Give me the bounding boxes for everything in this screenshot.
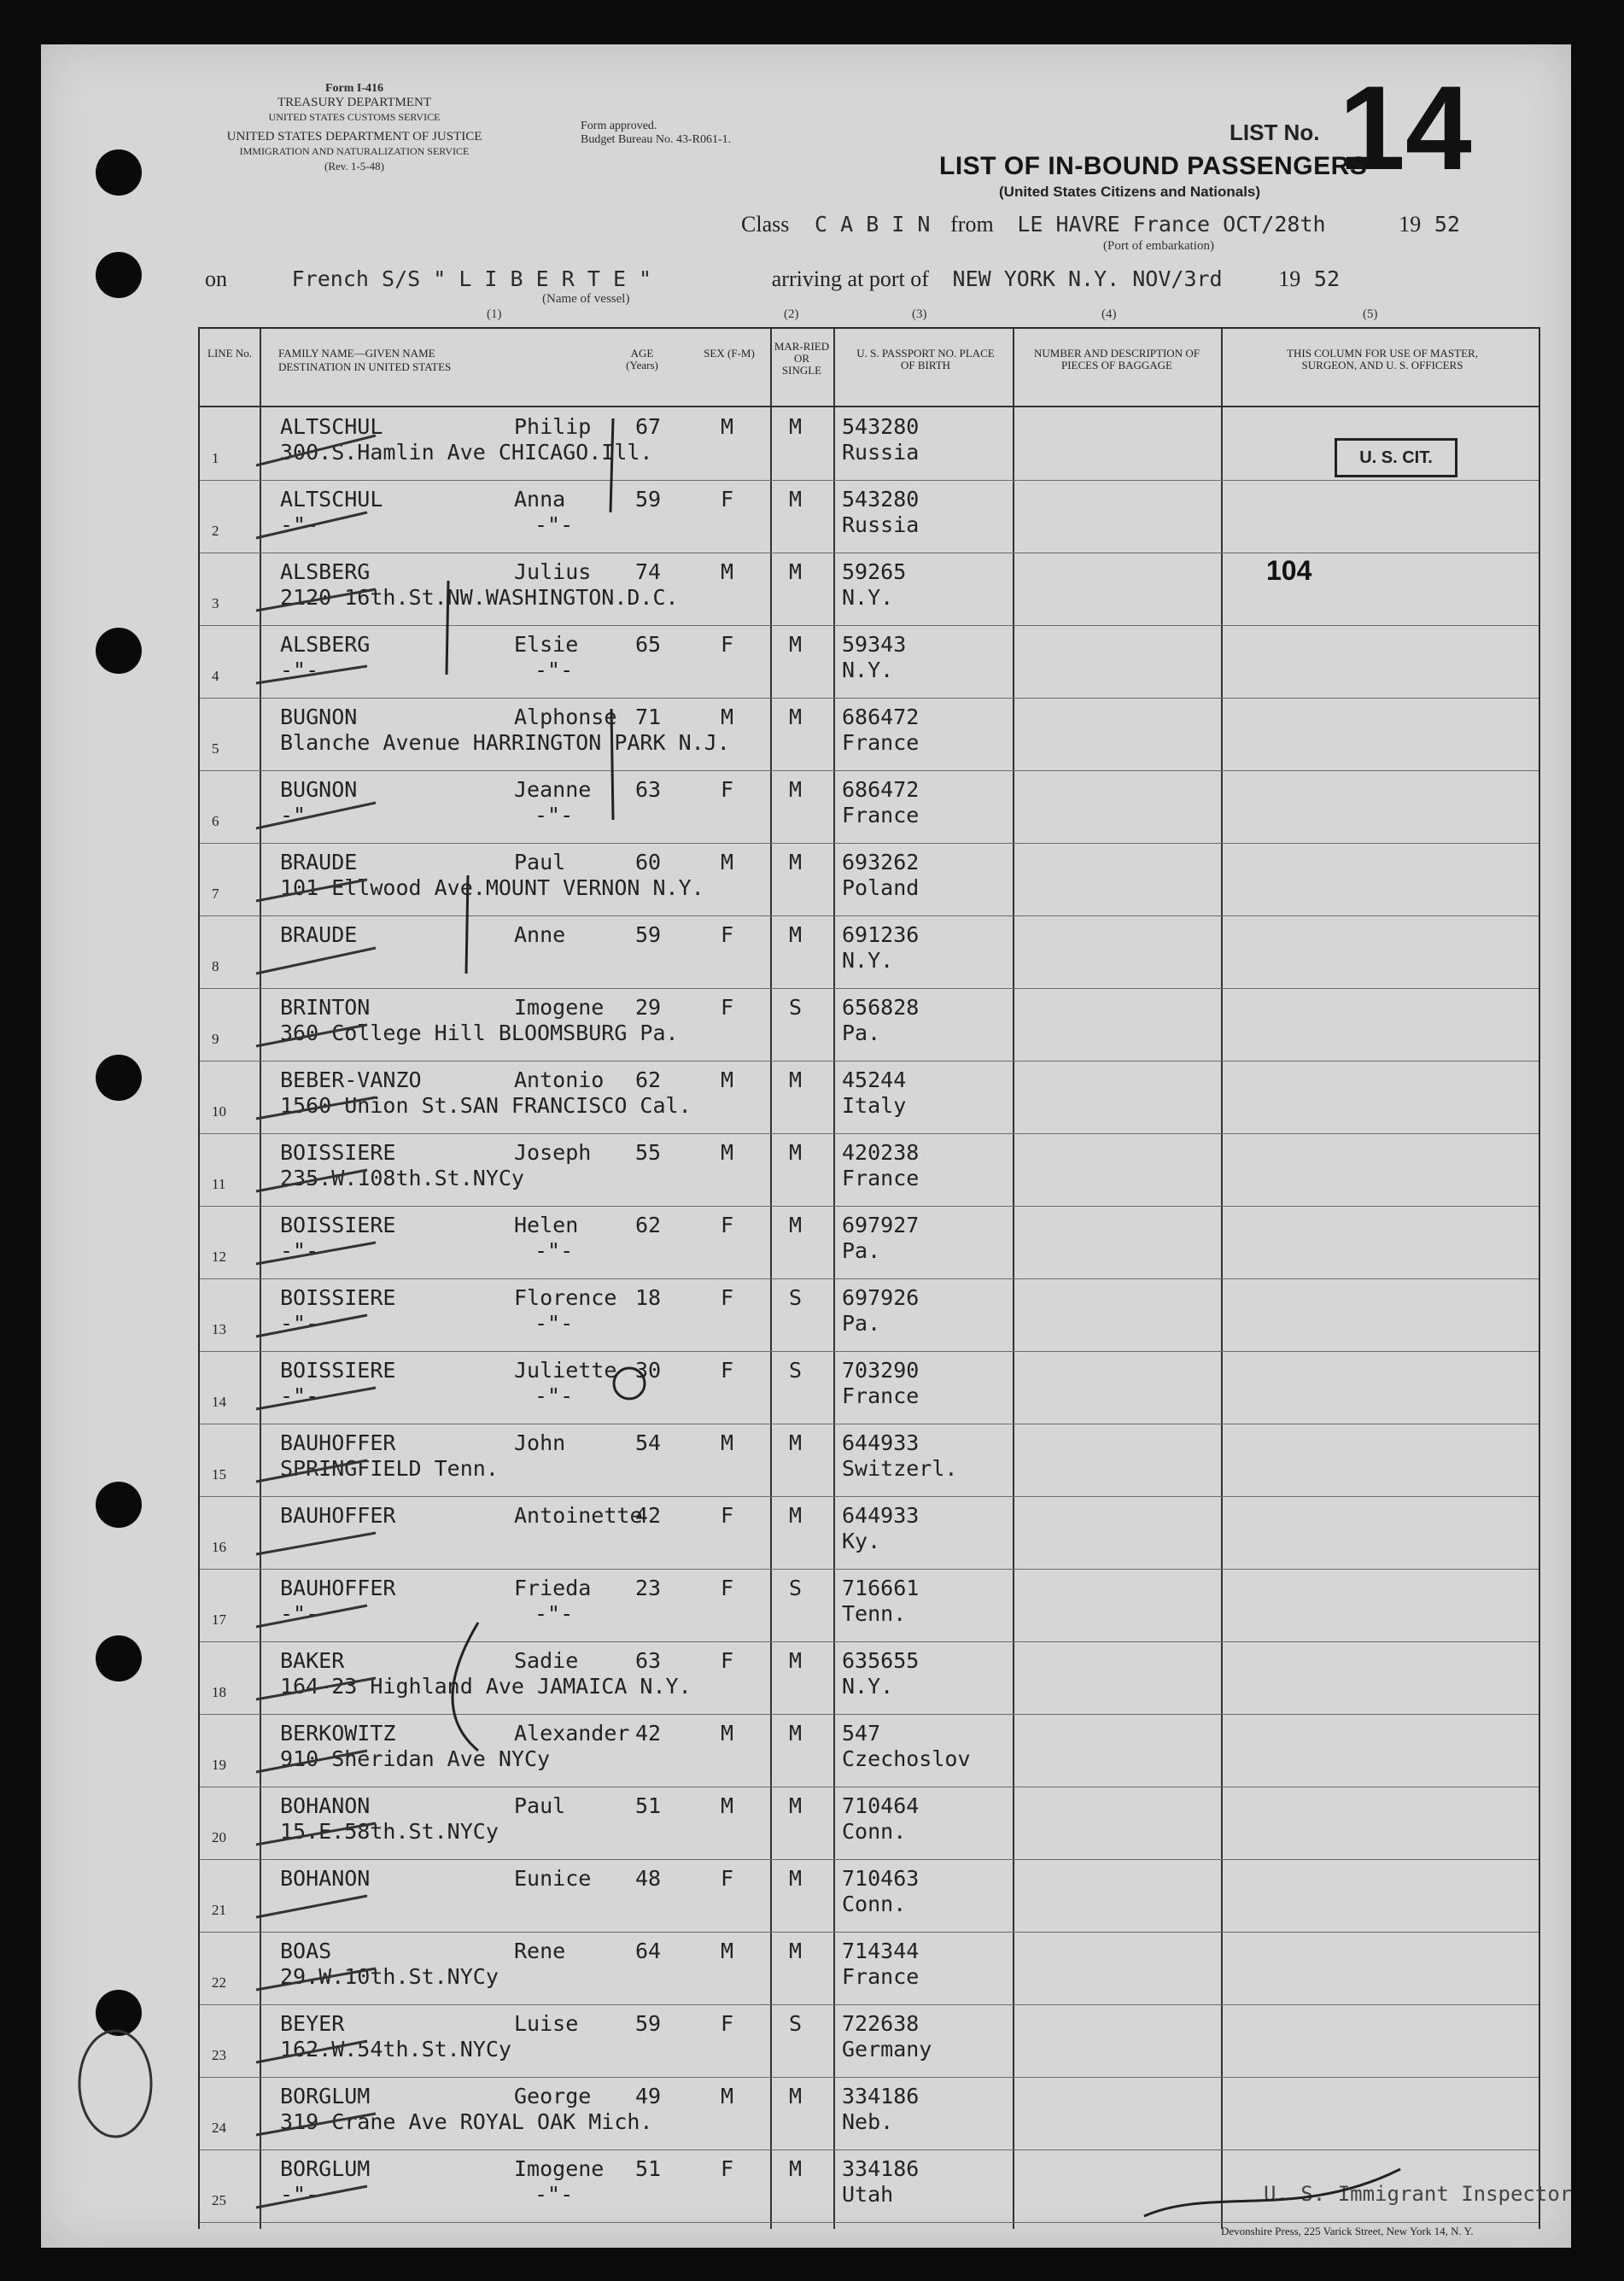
age: 55	[635, 1140, 662, 1165]
family-name: BAUHOFFER	[280, 1576, 396, 1600]
passport-number: 693262	[842, 850, 920, 874]
sex: F	[721, 1358, 734, 1383]
line-number: 1	[212, 450, 219, 466]
given-name: Antoinette	[514, 1503, 643, 1528]
passport-number: 686472	[842, 777, 920, 802]
sex: F	[721, 922, 734, 947]
line-number: 2	[212, 523, 219, 539]
place-of-birth: Pa.	[842, 1021, 881, 1045]
col-num-4: (4)	[1101, 307, 1117, 321]
passport-number: 644933	[842, 1503, 920, 1528]
printer-footer: Devonshire Press, 225 Varick Street, New York 14, N. Y.	[1221, 2225, 1474, 2237]
age: 18	[635, 1285, 662, 1310]
revision: (Rev. 1-5-48)	[324, 160, 384, 173]
marital-status: S	[789, 1358, 803, 1383]
passport-number: 697926	[842, 1285, 920, 1310]
destination: 2120 16th.St.NW.WASHINGTON.D.C.	[280, 585, 679, 610]
age: 54	[635, 1430, 662, 1455]
destination: -"-	[280, 512, 319, 537]
marital-status: M	[789, 1140, 803, 1165]
sex: M	[721, 1721, 734, 1746]
place-of-birth: Pa.	[842, 1311, 881, 1336]
line-number: 24	[212, 2120, 226, 2136]
destination: 300.S.Hamlin Ave CHICAGO.Ill.	[280, 440, 653, 465]
destination: 162.W.54th.St.NYCy	[280, 2037, 511, 2062]
destination: 1560 Union St.SAN FRANCISCO Cal.	[280, 1093, 692, 1118]
family-name: BOAS	[280, 1939, 332, 1963]
place-of-birth: Italy	[842, 1093, 907, 1118]
th-age: AGE (Years)	[626, 347, 658, 371]
age: 59	[635, 2011, 662, 2036]
passport-number: 547	[842, 1721, 881, 1746]
family-name: ALSBERG	[280, 632, 371, 657]
given-name: John	[514, 1430, 566, 1455]
year-label: 19	[1399, 212, 1422, 237]
passport-number: 334186	[842, 2156, 920, 2181]
sex: M	[721, 559, 734, 584]
th-officers: THIS COLUMN FOR USE OF MASTER, SURGEON, AND U. S. OFFICERS	[1287, 347, 1478, 371]
given-name: Paul	[514, 1793, 566, 1818]
destination: Blanche Avenue HARRINGTON PARK N.J.	[280, 730, 730, 755]
arrival-value: NEW YORK N.Y. NOV/3rd	[952, 266, 1223, 291]
family-name: BORGLUM	[280, 2084, 371, 2108]
marital-status: M	[789, 705, 803, 729]
th-passport: U. S. PASSPORT NO. PLACE OF BIRTH	[856, 347, 995, 371]
family-name: BOHANON	[280, 1866, 371, 1891]
passport-number: 691236	[842, 922, 920, 947]
destination: SPRINGFIELD Tenn.	[280, 1456, 499, 1481]
destination: 360 College Hill BLOOMSBURG Pa.	[280, 1021, 679, 1045]
destination: -"-	[280, 803, 319, 828]
given-name: Eunice	[514, 1866, 592, 1891]
given-name-ditto: -"-	[535, 658, 574, 682]
line-number: 3	[212, 595, 219, 611]
port-caption: (Port of embarkation)	[1103, 239, 1214, 253]
year-label-2: 19	[1278, 266, 1301, 291]
line-number: 8	[212, 958, 219, 974]
given-name: Sadie	[514, 1648, 579, 1673]
passport-number: 59343	[842, 632, 907, 657]
arriving-label: arriving at port of	[771, 266, 929, 291]
marital-status: M	[789, 487, 803, 512]
marital-status: M	[789, 1503, 803, 1528]
place-of-birth: Germany	[842, 2037, 932, 2062]
age: 62	[635, 1213, 662, 1237]
destination: 235.W.108th.St.NYCy	[280, 1166, 524, 1190]
family-name: BRAUDE	[280, 922, 358, 947]
place-of-birth: N.Y.	[842, 658, 894, 682]
given-name-ditto: -"-	[535, 803, 574, 828]
age: 59	[635, 922, 662, 947]
place-of-birth: France	[842, 1964, 920, 1989]
form-number: Form I-416	[324, 82, 384, 95]
col-num-1: (1)	[487, 307, 502, 321]
place-of-birth: France	[842, 1383, 920, 1408]
vessel-caption: (Name of vessel)	[542, 292, 630, 306]
marital-status: M	[789, 850, 803, 874]
col-num-2: (2)	[784, 307, 799, 321]
place-of-birth: France	[842, 803, 920, 828]
given-name: Anna	[514, 487, 566, 512]
sex: F	[721, 1576, 734, 1600]
given-name-ditto: -"-	[535, 1311, 574, 1336]
destination: -"-	[280, 658, 319, 682]
line-number: 12	[212, 1249, 226, 1265]
given-name: Joseph	[514, 1140, 592, 1165]
inspector-label: U. S. Immigrant Inspector	[1264, 2182, 1573, 2206]
age: 23	[635, 1576, 662, 1600]
family-name: BEYER	[280, 2011, 345, 2036]
family-name: BORGLUM	[280, 2156, 371, 2181]
place-of-birth: France	[842, 730, 920, 755]
given-name: Juliette	[514, 1358, 617, 1383]
destination: -"-	[280, 1311, 319, 1336]
passport-number: 644933	[842, 1430, 920, 1455]
line-number: 23	[212, 2047, 226, 2063]
line-number: 5	[212, 740, 219, 757]
line-number: 10	[212, 1103, 226, 1120]
line-number: 18	[212, 1684, 226, 1700]
marital-status: M	[789, 2156, 803, 2181]
marital-status: M	[789, 1793, 803, 1818]
line-number: 11	[212, 1176, 226, 1192]
marital-status: M	[789, 1721, 803, 1746]
list-no-label: LIST No.	[1230, 120, 1320, 145]
sex: F	[721, 1648, 734, 1673]
age: 48	[635, 1866, 662, 1891]
customs-service: UNITED STATES CUSTOMS SERVICE	[268, 111, 441, 123]
marital-status: M	[789, 1067, 803, 1092]
family-name: BOISSIERE	[280, 1358, 396, 1383]
line-number: 25	[212, 2192, 226, 2208]
family-name: BRAUDE	[280, 850, 358, 874]
place-of-birth: Tenn.	[842, 1601, 907, 1626]
line-number: 9	[212, 1031, 219, 1047]
given-name: Florence	[514, 1285, 617, 1310]
marital-status: M	[789, 632, 803, 657]
place-of-birth: N.Y.	[842, 1674, 894, 1699]
marital-status: M	[789, 1939, 803, 1963]
given-name: Imogene	[514, 2156, 605, 2181]
budget-bureau: Budget Bureau No. 43-R061-1.	[581, 133, 732, 146]
treasury-dept: TREASURY DEPARTMENT	[277, 96, 432, 109]
place-of-birth: Pa.	[842, 1238, 881, 1263]
line-number: 4	[212, 668, 219, 684]
passport-number: 703290	[842, 1358, 920, 1383]
marital-status: M	[789, 1866, 803, 1891]
passport-number: 334186	[842, 2084, 920, 2108]
given-name: Alexander	[514, 1721, 630, 1746]
age: 42	[635, 1721, 662, 1746]
age: 62	[635, 1067, 662, 1092]
age: 67	[635, 414, 662, 439]
given-name: Helen	[514, 1213, 579, 1237]
place-of-birth: Neb.	[842, 2109, 894, 2134]
place-of-birth: Russia	[842, 512, 920, 537]
destination: -"-	[280, 1238, 319, 1263]
place-of-birth: France	[842, 1166, 920, 1190]
given-name-ditto: -"-	[535, 1601, 574, 1626]
given-name: George	[514, 2084, 592, 2108]
place-of-birth: Switzerl.	[842, 1456, 958, 1481]
given-name: Alphonse	[514, 705, 617, 729]
sex: M	[721, 1140, 734, 1165]
age: 59	[635, 487, 662, 512]
family-name: ALSBERG	[280, 559, 371, 584]
given-name: Jeanne	[514, 777, 592, 802]
passport-number: 635655	[842, 1648, 920, 1673]
place-of-birth: N.Y.	[842, 585, 894, 610]
age: 63	[635, 777, 662, 802]
passport-number: 59265	[842, 559, 907, 584]
family-name: BUGNON	[280, 705, 358, 729]
line-number: 21	[212, 1902, 226, 1918]
line-number: 13	[212, 1321, 226, 1337]
year-value-2: 52	[1313, 266, 1341, 291]
age: 29	[635, 995, 662, 1020]
destination: 910 Sheridan Ave NYCy	[280, 1746, 551, 1771]
sex: F	[721, 1285, 734, 1310]
from-label: from	[950, 212, 994, 237]
sex: M	[721, 705, 734, 729]
given-name: Antonio	[514, 1067, 605, 1092]
sex: M	[721, 1430, 734, 1455]
line-number: 15	[212, 1466, 226, 1483]
marital-status: S	[789, 1576, 803, 1600]
family-name: BEBER-VANZO	[280, 1067, 422, 1092]
th-line: LINE No.	[207, 347, 252, 360]
sex: F	[721, 2011, 734, 2036]
family-name: ALTSCHUL	[280, 487, 383, 512]
place-of-birth: Czechoslov	[842, 1746, 971, 1771]
sex: M	[721, 1939, 734, 1963]
line-number: 16	[212, 1539, 226, 1555]
passport-number: 45244	[842, 1067, 907, 1092]
age: 30	[635, 1358, 662, 1383]
family-name: BOISSIERE	[280, 1213, 396, 1237]
marital-status: S	[789, 1285, 803, 1310]
family-name: BOISSIERE	[280, 1140, 396, 1165]
family-name: ALTSCHUL	[280, 414, 383, 439]
passport-number: 714344	[842, 1939, 920, 1963]
line-number: 6	[212, 813, 219, 829]
sex: F	[721, 1503, 734, 1528]
list-number: 14	[1339, 61, 1472, 195]
th-married: MAR-RIED OR SINGLE	[774, 340, 830, 377]
passport-number: 420238	[842, 1140, 920, 1165]
destination: 29.W.10th.St.NYCy	[280, 1964, 499, 1989]
embarkation-value: LE HAVRE France OCT/28th	[1017, 212, 1326, 237]
sex: F	[721, 1866, 734, 1891]
age: 49	[635, 2084, 662, 2108]
sex: F	[721, 487, 734, 512]
destination: -"-	[280, 1601, 319, 1626]
marital-status: M	[789, 414, 803, 439]
marital-status: M	[789, 2084, 803, 2108]
marital-status: M	[789, 1648, 803, 1673]
passport-number: 710464	[842, 1793, 920, 1818]
th-baggage: NUMBER AND DESCRIPTION OF PIECES OF BAGGAGE	[1034, 347, 1200, 371]
sex: F	[721, 632, 734, 657]
given-name: Rene	[514, 1939, 566, 1963]
given-name-ditto: -"-	[535, 1238, 574, 1263]
sex: M	[721, 850, 734, 874]
given-name-ditto: -"-	[535, 1383, 574, 1408]
destination: -"-	[280, 1383, 319, 1408]
destination: 15.E.58th.St.NYCy	[280, 1819, 499, 1844]
passport-number: 710463	[842, 1866, 920, 1891]
given-name: Julius	[514, 559, 592, 584]
age: 63	[635, 1648, 662, 1673]
passport-number: 543280	[842, 487, 920, 512]
given-name: Paul	[514, 850, 566, 874]
family-name: BAKER	[280, 1648, 345, 1673]
th-sex: SEX (F-M)	[704, 347, 755, 360]
age: 51	[635, 2156, 662, 2181]
given-name: Frieda	[514, 1576, 592, 1600]
marital-status: M	[789, 1430, 803, 1455]
destination: 101 Ellwood Ave.MOUNT VERNON N.Y.	[280, 875, 704, 900]
place-of-birth: Poland	[842, 875, 920, 900]
place-of-birth: Conn.	[842, 1819, 907, 1844]
passport-number: 543280	[842, 414, 920, 439]
sex: F	[721, 1213, 734, 1237]
destination: -"-	[280, 2182, 319, 2207]
page-subtitle: (United States Citizens and Nationals)	[999, 184, 1261, 200]
sex: F	[721, 995, 734, 1020]
passport-number: 722638	[842, 2011, 920, 2036]
given-name: Elsie	[514, 632, 579, 657]
given-name-ditto: -"-	[535, 2182, 574, 2207]
th-name: FAMILY NAME—GIVEN NAME	[278, 347, 435, 360]
family-name: BAUHOFFER	[280, 1503, 396, 1528]
family-name: BOHANON	[280, 1793, 371, 1818]
sex: F	[721, 2156, 734, 2181]
officer-code: 104	[1266, 555, 1312, 586]
age: 74	[635, 559, 662, 584]
place-of-birth: Utah	[842, 2182, 894, 2207]
class-value: C A B I N	[815, 212, 931, 237]
sex: M	[721, 1793, 734, 1818]
age: 65	[635, 632, 662, 657]
sex: F	[721, 777, 734, 802]
line-number: 7	[212, 886, 219, 902]
line-number: 17	[212, 1611, 226, 1628]
age: 64	[635, 1939, 662, 1963]
passport-number: 697927	[842, 1213, 920, 1237]
vessel-value: French S/S " L I B E R T E "	[291, 266, 652, 291]
sex: M	[721, 414, 734, 439]
marital-status: M	[789, 559, 803, 584]
age: 42	[635, 1503, 662, 1528]
year-value: 52	[1434, 212, 1460, 237]
family-name: BERKOWITZ	[280, 1721, 396, 1746]
th-destination: DESTINATION IN UNITED STATES	[278, 360, 452, 373]
age: 51	[635, 1793, 662, 1818]
place-of-birth: Ky.	[842, 1529, 881, 1553]
class-label: Class	[741, 212, 790, 237]
line-number: 19	[212, 1757, 226, 1773]
line-number: 22	[212, 1974, 226, 1991]
marital-status: M	[789, 777, 803, 802]
family-name: BRINTON	[280, 995, 371, 1020]
form-approved: Form approved.	[581, 120, 657, 132]
place-of-birth: N.Y.	[842, 948, 894, 973]
line-number: 20	[212, 1829, 226, 1845]
family-name: BOISSIERE	[280, 1285, 396, 1310]
justice-dept: UNITED STATES DEPARTMENT OF JUSTICE	[226, 130, 482, 143]
on-label: on	[205, 266, 227, 291]
marital-status: S	[789, 995, 803, 1020]
col-num-5: (5)	[1363, 307, 1378, 321]
place-of-birth: Conn.	[842, 1892, 907, 1916]
passport-number: 686472	[842, 705, 920, 729]
given-name-ditto: -"-	[535, 512, 574, 537]
us-citizen-stamp: U. S. CIT.	[1335, 438, 1458, 477]
line-number: 14	[212, 1394, 226, 1410]
family-name: BUGNON	[280, 777, 358, 802]
ins-service: IMMIGRATION AND NATURALIZATION SERVICE	[239, 145, 470, 157]
family-name: BAUHOFFER	[280, 1430, 396, 1455]
sex: M	[721, 2084, 734, 2108]
col-num-3: (3)	[912, 307, 927, 321]
marital-status: M	[789, 1213, 803, 1237]
age: 71	[635, 705, 662, 729]
age: 60	[635, 850, 662, 874]
place-of-birth: Russia	[842, 440, 920, 465]
given-name: Philip	[514, 414, 592, 439]
passport-number: 716661	[842, 1576, 920, 1600]
sex: M	[721, 1067, 734, 1092]
page-title: LIST OF IN-BOUND PASSENGERS	[939, 152, 1368, 180]
given-name: Imogene	[514, 995, 605, 1020]
marital-status: S	[789, 2011, 803, 2036]
given-name: Luise	[514, 2011, 579, 2036]
destination: 319 Crane Ave ROYAL OAK Mich.	[280, 2109, 653, 2134]
given-name: Anne	[514, 922, 566, 947]
passport-number: 656828	[842, 995, 920, 1020]
marital-status: M	[789, 922, 803, 947]
destination: 164-23 Highland Ave JAMAICA N.Y.	[280, 1674, 692, 1699]
